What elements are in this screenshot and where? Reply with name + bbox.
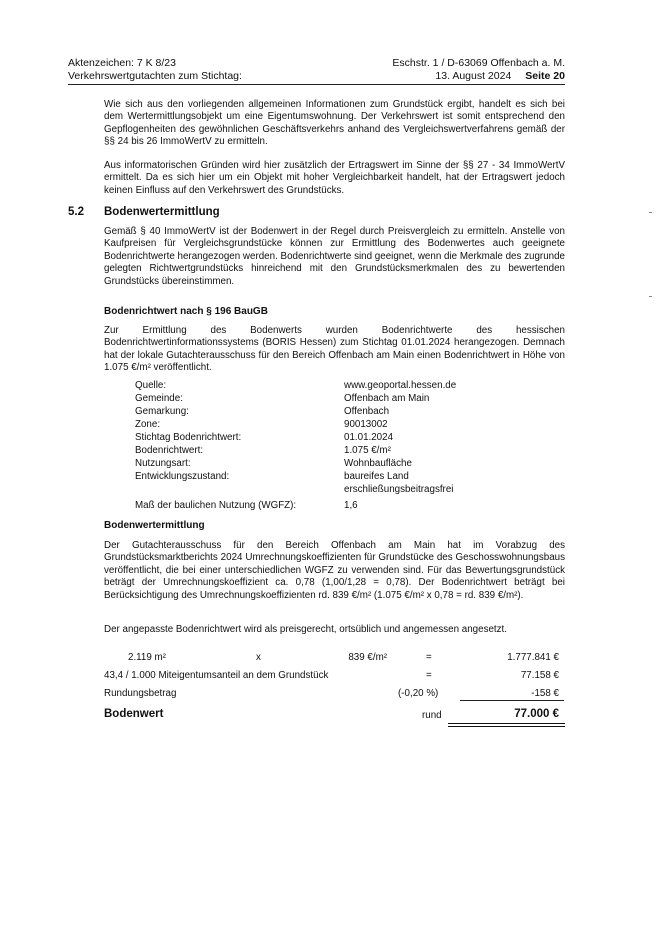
document-title: Verkehrswertgutachten zum Stichtag: <box>68 70 242 82</box>
bwe-paragraph-2: Der angepasste Bodenrichtwert wird als preisgerecht, ortsüblich und angemessen angesetzt. <box>104 624 507 635</box>
row-value: www.geoportal.hessen.de <box>344 380 457 391</box>
row-value: 01.01.2024 <box>344 432 394 443</box>
bwe-heading: Bodenwertermittlung <box>104 520 205 531</box>
wgfz-label: Maß der baulichen Nutzung (WGFZ): <box>135 500 297 511</box>
calc-times: x <box>256 652 261 663</box>
sum-underline <box>460 700 564 701</box>
court-address: Eschstr. 1 / D-63069 Offenbach a. M. <box>392 57 565 69</box>
section-paragraph: Gemäß § 40 ImmoWertV ist der Bodenwert in der Regel durch Preisvergleich zu ermitteln. Anstelle von Kaufpreisen für Vergleichsgrundstücke können zur Ermittlung des Bodenwertes auch geeignete Bodenrichtwerte herangezogen werden. Bodenrichtwerte sind geeignet, wenn die Merkmale des zugrunde gelegten Richtwertgrundstücks hinreichend mit den Grundstücksmerkmalen des zu bewertenden Grundstücks übereinstimmen. <box>104 226 565 287</box>
calc-equals: = <box>426 670 432 681</box>
date-and-page <box>435 70 565 83</box>
wgfz-value: 1,6 <box>344 500 358 511</box>
double-underline-bottom <box>448 726 565 727</box>
calc-area: 2.119 m² <box>128 652 166 663</box>
row-key: Gemarkung: <box>135 406 189 417</box>
case-number: Aktenzeichen: 7 K 8/23 <box>68 57 176 69</box>
row-value: Offenbach am Main <box>344 393 430 404</box>
row-key: Gemeinde: <box>135 393 183 404</box>
share-value: 77.158 € <box>520 670 559 681</box>
calc-rate: 839 €/m² <box>348 652 387 663</box>
rounding-value: -158 € <box>531 688 559 699</box>
share-label: 43,4 / 1.000 Miteigentumsanteil an dem Grundstück <box>104 670 329 681</box>
row-key: Nutzungsart: <box>135 458 191 469</box>
rounding-label: Rundungsbetrag <box>104 688 177 699</box>
row-key: Zone: <box>135 419 161 430</box>
row-value: 90013002 <box>344 419 388 430</box>
row-value: baureifes Land <box>344 471 409 482</box>
brw-heading: Bodenrichtwert nach § 196 BauGB <box>104 306 268 317</box>
final-value: 77.000 € <box>514 708 559 720</box>
row-key: Entwicklungszustand: <box>135 471 230 482</box>
calc-equals: = <box>426 652 432 663</box>
row-key: Quelle: <box>135 380 167 391</box>
row-key: Stichtag Bodenrichtwert: <box>135 432 242 443</box>
header-row-1 <box>68 57 565 70</box>
report-date: 13. August 2024 <box>435 70 512 82</box>
section-number: 5.2 <box>68 206 84 218</box>
brw-paragraph: Zur Ermittlung des Bodenwerts wurden Bodenrichtwerte des hessischen Bodenrichtwertinformationssystems (BORIS Hessen) zum Stichtag 01.01.2024 herangezogen. Demnach hat der lokale Gutachterausschuss für den Bereich Offenbach am Main einen Bodenrichtwert in Höhe von 1.075 €/m² veröffentlicht. <box>104 325 565 374</box>
row-value-continued: erschließungsbeitragsfrei <box>344 484 454 495</box>
row-value: Offenbach <box>344 406 390 417</box>
header-rule <box>68 84 565 85</box>
page-number: Seite 20 <box>525 70 565 82</box>
double-underline-top <box>448 723 565 724</box>
row-value: Wohnbaufläche <box>344 458 412 469</box>
header-row-2 <box>68 70 565 83</box>
scan-mark <box>649 296 652 297</box>
row-value: 1.075 €/m² <box>344 445 391 456</box>
intro-paragraph-2: Aus informatorischen Gründen wird hier zusätzlich der Ertragswert im Sinne der §§ 27 - 34 ImmoWertV ermittelt. Da es sich hier um ein Objekt mit hoher Vergleichbarkeit handelt, hat der Ertragswert jedoch keinen Einfluss auf den Verkehrswert des Grundstücks. <box>104 160 565 196</box>
row-key: Bodenrichtwert: <box>135 445 204 456</box>
final-label: Bodenwert <box>104 708 164 720</box>
intro-paragraph-1: Wie sich aus den vorliegenden allgemeinen Informationen zum Grundstück ergibt, handelt es sich bei dem Wertermittlungsobjekt um eine Eigentumswohnung. Der Verkehrswert ist somit entsprechend den Gepflogenheiten des gewöhnlichen Geschäftsverkehrs anhand des Vergleichswertverfahrens gemäß der §§ 24 bis 26 ImmoWertV zu ermitteln. <box>104 99 565 148</box>
calc-total: 1.777.841 € <box>507 652 559 663</box>
final-rund: rund <box>422 710 442 721</box>
scan-mark <box>649 212 652 213</box>
bwe-paragraph-1: Der Gutachterausschuss für den Bereich Offenbach am Main hat im Vorabzug des Grundstücksmarktberichts 2024 Umrechnungskoeffizienten für Grundstücke des Geschosswohnungsbaus veröffentlicht, die bei einer unterschiedlichen WGFZ zu verwenden sind. Für das Bewertungsgrundstück beträgt der Umrechnungskoeffizient ca. 0,78 (1,00/1,28 = 0,78). Der Bodenrichtwert beträgt bei Berücksichtigung des Umrechnungskoeffizienten rd. 839 €/m² (1.075 €/m² x 0,78 = rd. 839 €/m²). <box>104 540 565 601</box>
rounding-percent: (-0,20 %) <box>398 688 439 699</box>
section-title: Bodenwertermittlung <box>104 206 220 218</box>
